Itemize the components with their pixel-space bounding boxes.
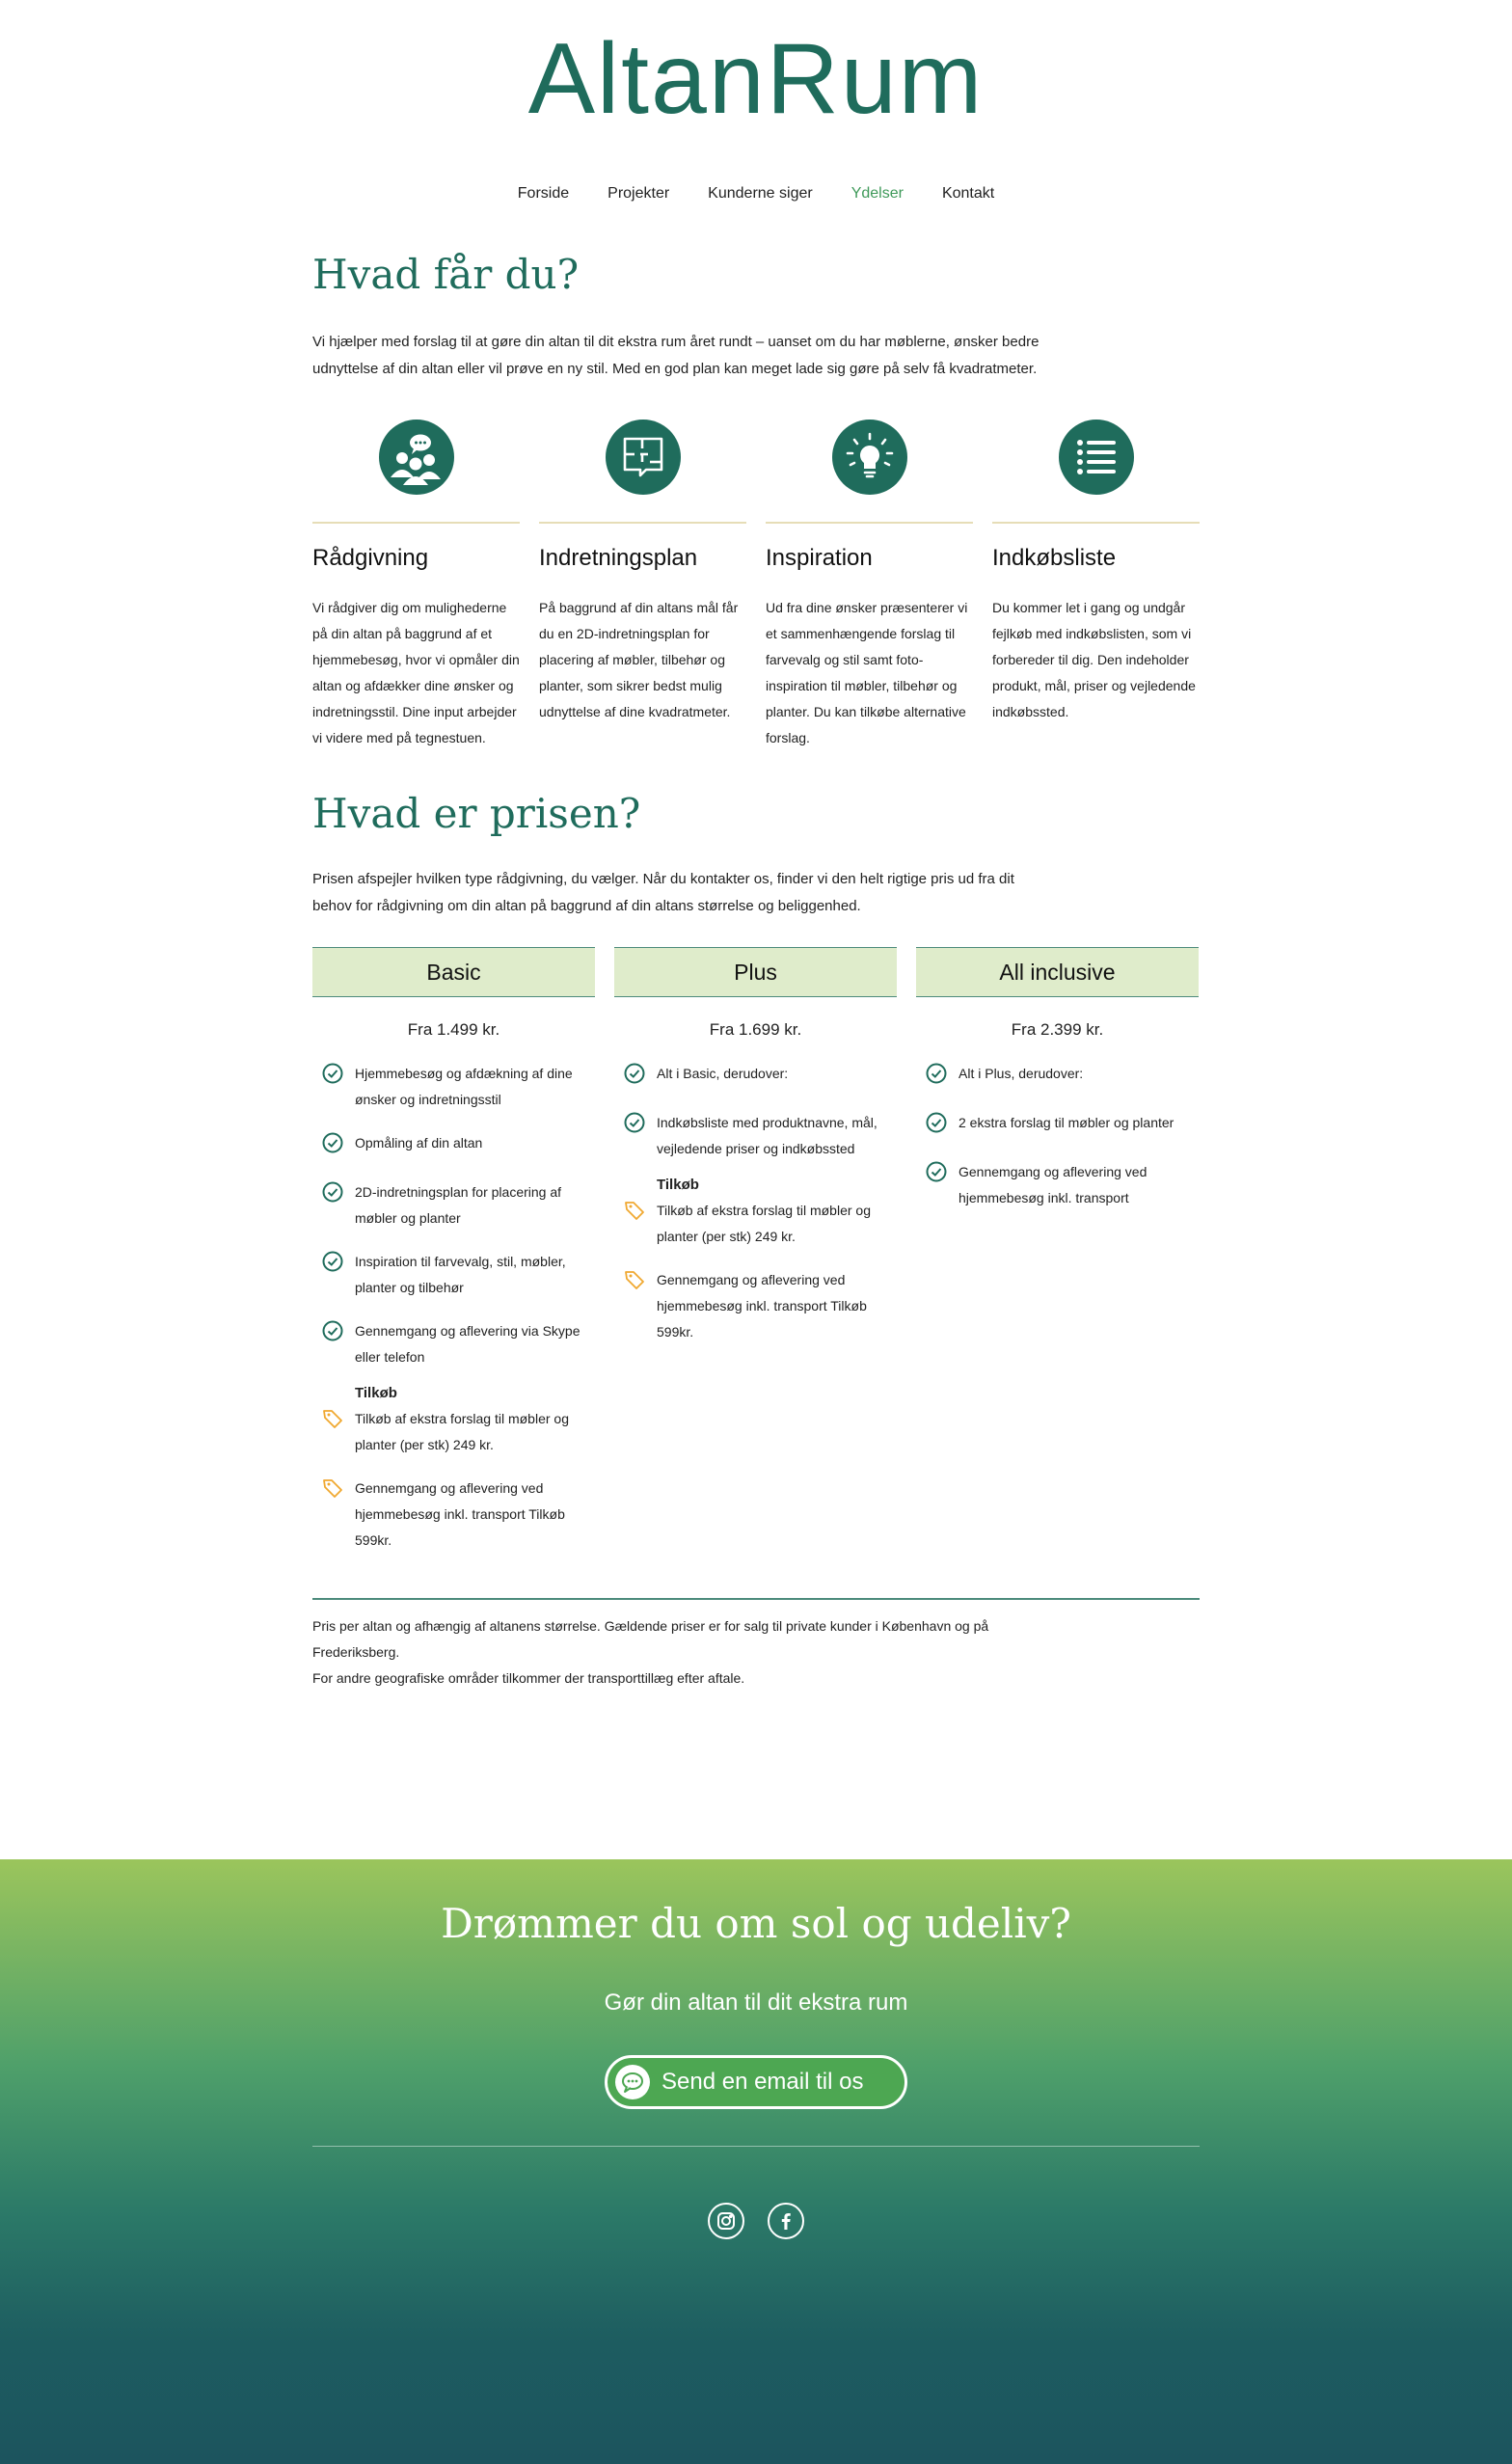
check-circle-icon <box>322 1181 345 1211</box>
plan-price: Fra 2.399 kr. <box>1011 1020 1104 1039</box>
addon-heading: Tilkøb <box>355 1385 397 1401</box>
feature-title: Inspiration <box>766 545 873 571</box>
list-item: Indkøbsliste med produktnavne, mål, vejledende priser og indkøbssted <box>624 1110 897 1162</box>
plan-name: Plus <box>614 947 897 997</box>
list-item: 2D-indretningsplan for placering af møbler og planter <box>322 1179 595 1232</box>
plan-all-inclusive <box>916 947 1199 1571</box>
check-circle-icon <box>322 1320 345 1350</box>
plan-features <box>312 1061 595 1370</box>
check-circle-icon <box>926 1112 949 1142</box>
feature-text: Ud fra dine ønsker præsenterer vi et sammenhængende forslag til farvevalg og stil samt foto-inspiration til møbler, tilbehør og planter. Du kan tilkøbe alternative forslag. <box>766 600 968 745</box>
feature-title: Indkøbsliste <box>992 545 1117 571</box>
facebook-icon[interactable] <box>768 2203 804 2239</box>
main-content <box>312 251 1200 1692</box>
floorplan-icon <box>606 420 681 495</box>
feature-text: Du kommer let i gang og undgår fejlkøb med indkøbslisten, som vi forbereder til dig. Den indeholder produkt, mål, priser og vejledende indkøbssted. <box>992 600 1196 719</box>
price-tag-icon <box>322 1408 345 1438</box>
check-circle-icon <box>322 1063 345 1093</box>
site-header <box>0 0 1512 203</box>
instagram-icon[interactable] <box>708 2203 744 2239</box>
list-item: Gennemgang og aflevering ved hjemmebesøg inkl. transport Tilkøb 599kr. <box>322 1476 595 1554</box>
list-item: 2 ekstra forslag til møbler og planter <box>926 1110 1199 1142</box>
lightbulb-icon <box>832 420 907 495</box>
feature-text: Vi rådgiver dig om mulighederne på din altan på baggrund af et hjemmebesøg, hvor vi opmåler din altan og afdækker dine ønsker og indretningsstil. Dine input arbejder vi videre med på tegnestuen. <box>312 600 520 745</box>
site-logo[interactable]: AltanRum <box>527 23 985 135</box>
list-item: Hjemmebesøg og afdækning af dine ønsker og indretningsstil <box>322 1061 595 1113</box>
addon-heading: Tilkøb <box>657 1177 699 1193</box>
pricing-intro: Prisen afspejler hvilken type rådgivning, du vælger. Når du kontakter os, finder vi den helt rigtige pris ud fra dit behov for rådgivning om din altan på baggrund af din altans størrelse og beliggenhed. <box>312 871 1014 914</box>
feature-title: Indretningsplan <box>539 545 698 571</box>
plan-features <box>614 1061 897 1162</box>
pricing-section <box>312 790 1200 1692</box>
pricing-note <box>312 1613 1200 1692</box>
pricing-note-line: For andre geografiske områder tilkommer der transporttillæg efter aftale. <box>312 1670 745 1686</box>
check-circle-icon <box>926 1063 949 1093</box>
nav-item-kontakt[interactable]: Kontakt <box>941 185 995 202</box>
features-row <box>312 420 1200 751</box>
list-icon <box>1059 420 1134 495</box>
pricing-divider <box>312 1598 1200 1600</box>
plan-name: Basic <box>312 947 595 997</box>
list-item: Opmåling af din altan <box>322 1130 595 1162</box>
nav-item-ydelser[interactable]: Ydelser <box>850 185 904 202</box>
send-email-label: Send en email til os <box>662 2069 864 2095</box>
check-circle-icon <box>624 1112 647 1142</box>
cta-footer <box>0 1859 1512 2464</box>
feature-indkobsliste <box>992 420 1200 751</box>
list-item: Alt i Plus, derudover: <box>926 1061 1199 1093</box>
pricing-title: Hvad er prisen? <box>312 790 641 837</box>
list-item: Gennemgang og aflevering via Skype eller telefon <box>322 1318 595 1370</box>
plan-addons <box>614 1198 897 1345</box>
list-item: Inspiration til farvevalg, stil, møbler, planter og tilbehør <box>322 1249 595 1301</box>
feature-inspiration <box>766 420 973 751</box>
pricing-note-line: Pris per altan og afhængig af altanens størrelse. Gældende priser er for salg til private kunder i København og på Frederiksberg. <box>312 1618 989 1660</box>
plan-price: Fra 1.699 kr. <box>709 1020 802 1039</box>
feature-radgivning <box>312 420 520 751</box>
cta-subtitle: Gør din altan til dit ekstra rum <box>604 1990 908 2016</box>
pricing-plans <box>312 947 1200 1571</box>
feature-indretningsplan <box>539 420 746 751</box>
feature-text: På baggrund af din altans mål får du en 2D-indretningsplan for placering af møbler, tilbehør og planter, som sikrer bedst mulig udnyttelse af dine kvadratmeter. <box>539 600 739 719</box>
chat-bubble-icon <box>615 2065 650 2099</box>
check-circle-icon <box>322 1132 345 1162</box>
services-intro: Vi hjælper med forslag til at gøre din altan til dit ekstra rum året rundt – uanset om du har møblerne, ønsker bedre udnyttelse af din altan eller vil prøve en ny stil. Med en god plan kan meget lade sig gøre på selv få kvadratmeter. <box>312 334 1040 377</box>
check-circle-icon <box>322 1251 345 1281</box>
send-email-button[interactable] <box>605 2055 907 2109</box>
list-item: Tilkøb af ekstra forslag til møbler og planter (per stk) 249 kr. <box>322 1406 595 1458</box>
list-item: Gennemgang og aflevering ved hjemmebesøg inkl. transport <box>926 1159 1199 1211</box>
list-item: Alt i Basic, derudover: <box>624 1061 897 1093</box>
plan-plus <box>614 947 897 1571</box>
check-circle-icon <box>624 1063 647 1093</box>
services-section <box>312 251 1200 751</box>
price-tag-icon <box>624 1200 647 1230</box>
cta-title: Drømmer du om sol og udeliv? <box>441 1900 1071 1947</box>
feature-title: Rådgivning <box>312 545 429 571</box>
plan-basic <box>312 947 595 1571</box>
advice-people-icon <box>379 420 454 495</box>
check-circle-icon <box>926 1161 949 1191</box>
list-item: Gennemgang og aflevering ved hjemmebesøg inkl. transport Tilkøb 599kr. <box>624 1267 897 1345</box>
nav-item-projekter[interactable]: Projekter <box>608 185 670 202</box>
main-nav <box>0 185 1512 203</box>
services-title: Hvad får du? <box>312 251 580 298</box>
list-item: Tilkøb af ekstra forslag til møbler og planter (per stk) 249 kr. <box>624 1198 897 1250</box>
nav-item-forside[interactable]: Forside <box>517 185 570 202</box>
plan-name: All inclusive <box>916 947 1199 997</box>
social-links <box>0 2203 1512 2239</box>
footer-divider <box>312 2146 1200 2147</box>
price-tag-icon <box>624 1269 647 1299</box>
plan-price: Fra 1.499 kr. <box>407 1020 500 1039</box>
plan-addons <box>312 1406 595 1554</box>
plan-features <box>916 1061 1199 1211</box>
nav-item-kunderne-siger[interactable]: Kunderne siger <box>708 185 813 202</box>
price-tag-icon <box>322 1477 345 1507</box>
